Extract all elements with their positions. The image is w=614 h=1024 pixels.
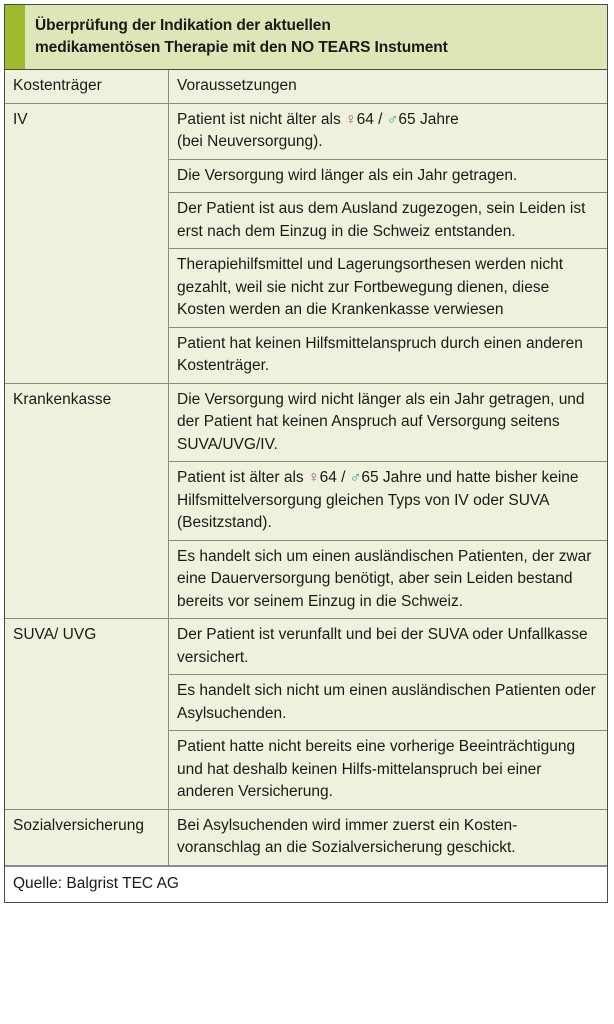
requirement-cell: Die Versorgung wird länger als ein Jahr getragen.: [169, 159, 608, 193]
column-header-voraussetzungen: Voraussetzungen: [169, 70, 608, 103]
info-table-frame: [4, 4, 608, 903]
category-krankenkasse: Krankenkasse: [5, 383, 169, 619]
requirement-cell: Therapiehilfsmittel und Lagerungsorthesen werden nicht gezahlt, weil sie nicht zur Fortbewegung dienen, diese Kosten werden an die Krankenkasse verwiesen: [169, 249, 608, 328]
category-suva-uvg: SUVA/ UVG: [5, 619, 169, 810]
table-row: [5, 809, 607, 865]
requirement-cell: Es handelt sich um einen ausländischen Patienten, der zwar eine Dauerversorgung benötigt, aber sein Leiden bestand bereits vor seinem Einzug in die Schweiz.: [169, 540, 608, 619]
requirement-cell: Der Patient ist aus dem Ausland zugezogen, sein Leiden ist erst nach dem Einzug in die Schweiz entstanden.: [169, 193, 608, 249]
male-icon: ♂: [349, 469, 362, 486]
column-header-row: [5, 70, 607, 103]
requirement-cell: Es handelt sich nicht um einen ausländischen Patienten oder Asylsuchenden.: [169, 675, 608, 731]
cost-table: [5, 70, 607, 866]
requirement-cell: Patient ist älter als ♀64 / ♂65 Jahre und hatte bisher keine Hilfsmittelversorgung gleichen Typs von IV oder SUVA (Besitzstand).: [169, 462, 608, 541]
requirement-cell: Die Versorgung wird nicht länger als ein Jahr getragen, und der Patient hat keinen Anspruch auf Versorgung seitens SUVA/UVG/IV.: [169, 383, 608, 462]
male-icon: ♂: [386, 110, 399, 128]
requirement-cell: Der Patient ist verunfallt und bei der SUVA oder Unfallkasse versichert.: [169, 619, 608, 675]
header-accent-bar: [5, 5, 25, 69]
table-row: [5, 103, 607, 159]
requirement-cell: Patient ist nicht älter als ♀64 / ♂65 Jahre (bei Neuversorgung).: [169, 103, 608, 159]
category-sozialversicherung: Sozialversicherung: [5, 809, 169, 865]
category-iv: IV: [5, 103, 169, 383]
table-row: [5, 383, 607, 462]
column-header-kostentraeger: Kostenträger: [5, 70, 169, 103]
requirement-cell: Patient hatte nicht bereits eine vorherige Beeinträchtigung und hat deshalb keinen Hilfs-mittelanspruch bei einer anderen Versicherung.: [169, 731, 608, 810]
table-header: [5, 5, 607, 70]
source-note: Quelle: Balgrist TEC AG: [5, 866, 607, 902]
female-icon: ♀: [345, 110, 357, 128]
table-title: Überprüfung der Indikation der aktuellen medikamentösen Therapie mit den NO TEARS Instument: [35, 17, 448, 56]
requirement-cell: Patient hat keinen Hilfsmittelanspruch durch einen anderen Kostenträger.: [169, 327, 608, 383]
requirement-cell: Bei Asylsuchenden wird immer zuerst ein Kosten-voranschlag an die Sozialversicherung geschickt.: [169, 809, 608, 865]
table-row: [5, 619, 607, 675]
female-icon: ♀: [307, 469, 320, 486]
